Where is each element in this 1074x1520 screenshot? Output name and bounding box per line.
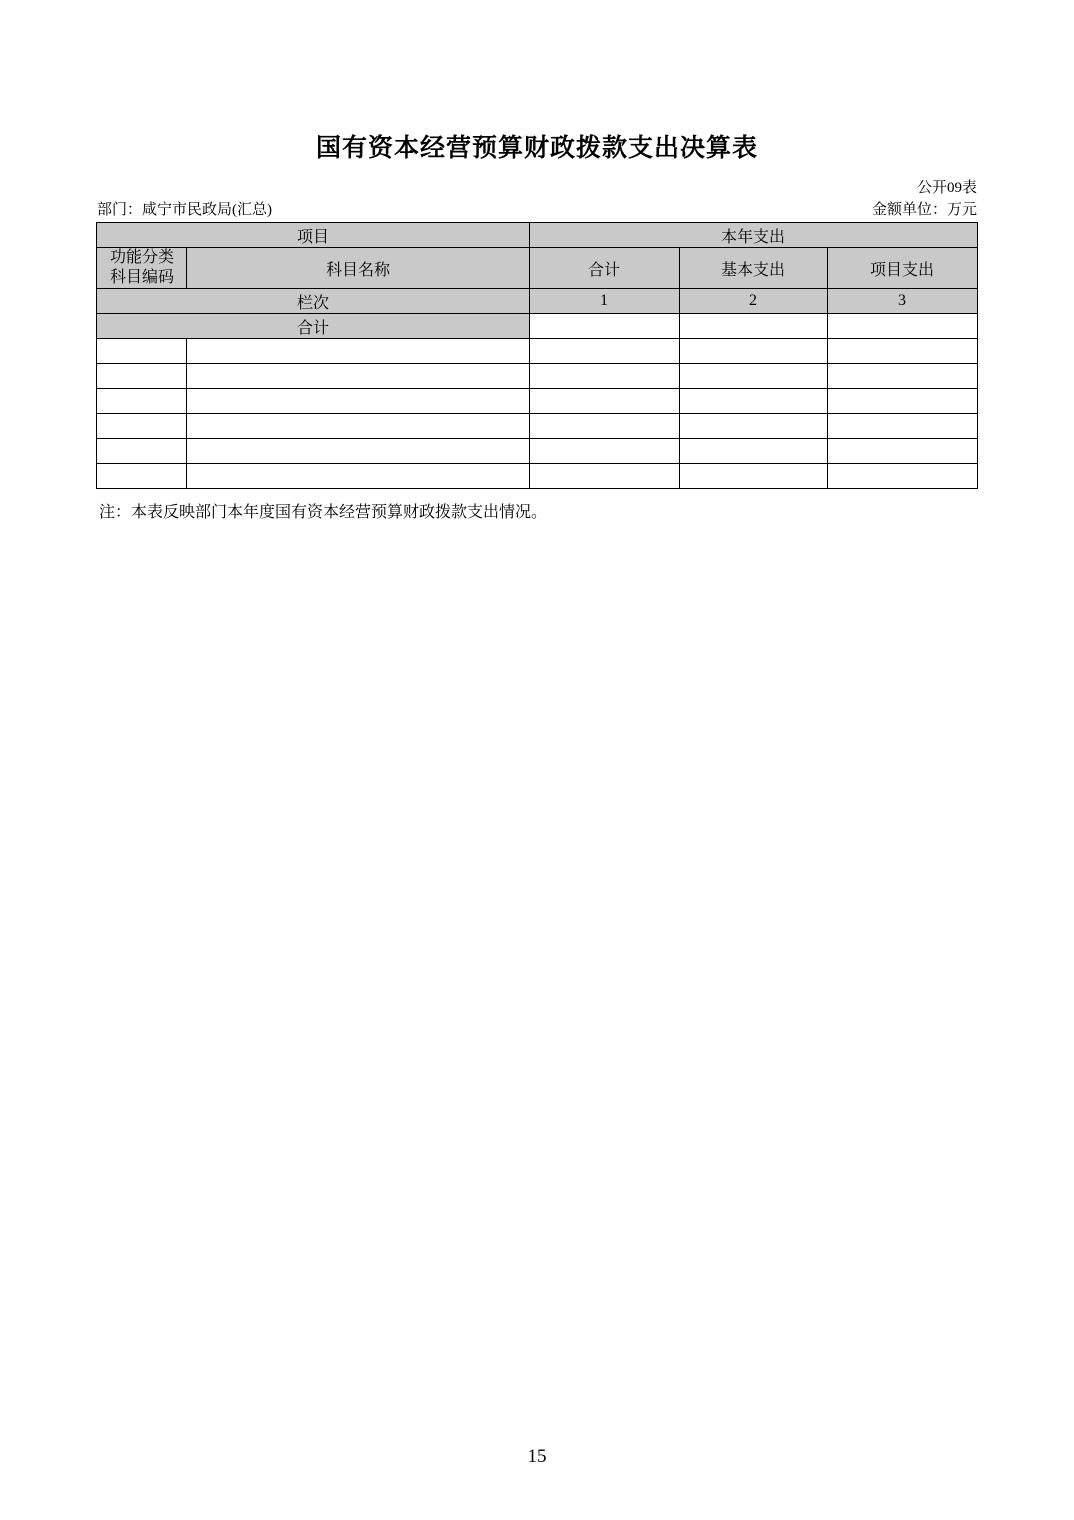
amount-unit-label: 金额单位：万元 (871, 202, 977, 218)
row-total (529, 439, 679, 464)
table-row (97, 464, 977, 489)
row-basic (679, 464, 827, 489)
column-index-3: 3 (827, 289, 977, 314)
row-basic (679, 439, 827, 464)
budget-expenditure-table (96, 222, 977, 489)
department-label: 部门：咸宁市民政局(汇总) (97, 202, 272, 218)
row-code (97, 439, 187, 464)
table-header-group-row (97, 223, 977, 248)
row-total (529, 389, 679, 414)
column-index-row (97, 289, 977, 314)
row-basic (679, 389, 827, 414)
header-function-code-line1: 功能分类 (109, 249, 174, 266)
row-basic (679, 364, 827, 389)
header-function-code (97, 248, 187, 289)
row-code (97, 339, 187, 364)
row-name (187, 364, 529, 389)
row-project (827, 439, 977, 464)
row-project (827, 364, 977, 389)
table-row (97, 364, 977, 389)
row-code (97, 364, 187, 389)
page-title: 国有资本经营预算财政拨款支出决算表 (315, 135, 758, 162)
header-basic-expenditure: 基本支出 (679, 248, 827, 289)
header-item-group: 项目 (97, 223, 529, 248)
row-code (97, 414, 187, 439)
row-code (97, 389, 187, 414)
row-project (827, 464, 977, 489)
table-header-row (97, 248, 977, 289)
row-basic (679, 414, 827, 439)
header-function-code-line2: 科目编码 (109, 269, 174, 286)
column-index-1: 1 (529, 289, 679, 314)
row-project (827, 389, 977, 414)
row-name (187, 414, 529, 439)
header-total: 合计 (529, 248, 679, 289)
row-code (97, 464, 187, 489)
header-subject-name: 科目名称 (187, 248, 529, 289)
total-row-project (827, 314, 977, 339)
page-number: 15 (527, 1446, 547, 1467)
row-name (187, 439, 529, 464)
table-row (97, 389, 977, 414)
table-row (97, 339, 977, 364)
form-code: 公开09表 (916, 180, 977, 196)
form-code-row (97, 176, 977, 196)
total-row (97, 314, 977, 339)
row-total (529, 464, 679, 489)
column-index-2: 2 (679, 289, 827, 314)
row-project (827, 414, 977, 439)
table-row (97, 414, 977, 439)
column-index-label: 栏次 (97, 289, 529, 314)
row-total (529, 414, 679, 439)
row-name (187, 389, 529, 414)
row-basic (679, 339, 827, 364)
total-row-total (529, 314, 679, 339)
table-note: 注：本表反映部门本年度国有资本经营预算财政拨款支出情况。 (99, 504, 548, 521)
row-project (827, 339, 977, 364)
total-row-label: 合计 (97, 314, 529, 339)
row-total (529, 364, 679, 389)
total-row-basic (679, 314, 827, 339)
table-meta-row (97, 198, 977, 220)
row-name (187, 339, 529, 364)
table-row (97, 439, 977, 464)
header-project-expenditure: 项目支出 (827, 248, 977, 289)
row-name (187, 464, 529, 489)
header-current-year-group: 本年支出 (529, 223, 977, 248)
row-total (529, 339, 679, 364)
